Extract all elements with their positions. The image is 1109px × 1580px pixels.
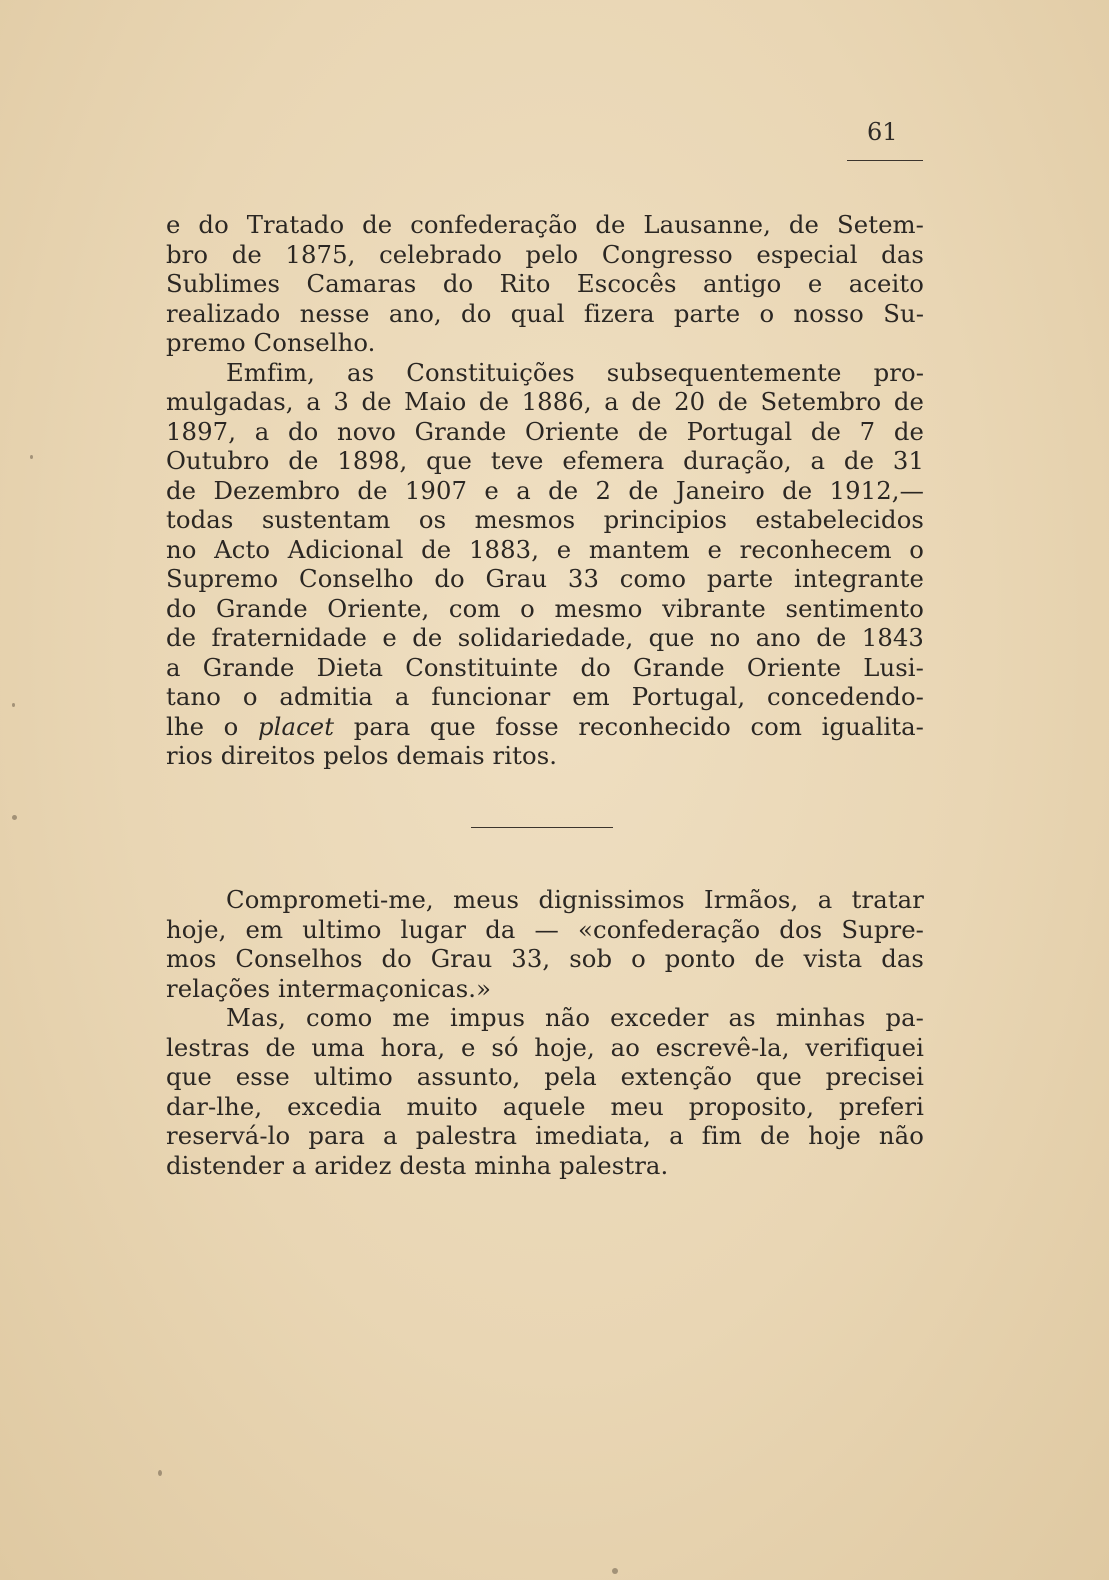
placet-italic: placet (257, 711, 335, 741)
text-line: premo Conselho. (166, 328, 376, 357)
text-line: no Acto Adicional de 1883, e mantem e reconhecem o (166, 534, 924, 564)
text-line: relações intermaçonicas.» (166, 973, 492, 1003)
text-line: Comprometi-me, meus dignissimos Irmãos, a tratar (226, 885, 924, 914)
text-line: 1897, a do novo Grande Oriente de Portugal de 7 de (166, 416, 924, 446)
text-line: reservá-lo para a palestra imediata, a fim de hoje não (166, 1121, 924, 1150)
text-line: mulgadas, a 3 de Maio de 1886, a de 20 de Setembro de (166, 387, 924, 416)
text-block-upper (166, 210, 924, 771)
paper-speck (12, 703, 15, 707)
text-line: Emfim, as Constituições subsequentemente pro- (226, 357, 924, 387)
text-line: Sublimes Camaras do Rito Escocês antigo e aceito (166, 269, 924, 298)
text-line: Supremo Conselho do Grau 33 como parte integrante (166, 564, 924, 593)
text-line-placet (166, 712, 924, 742)
paper-speck (30, 455, 33, 459)
paper-speck (612, 1568, 618, 1574)
text-line: dar-lhe, excedia muito aquele meu proposito, preferi (166, 1091, 924, 1121)
section-divider (471, 827, 613, 828)
text-block-lower (166, 885, 924, 1180)
text-line: hoje, em ultimo lugar da — «confederação dos Supre- (166, 914, 924, 944)
text-line: tano o admitia a funcionar em Portugal, concedendo- (166, 682, 924, 711)
page-number-rule (847, 160, 923, 161)
text-line: realizado nesse ano, do qual fizera parte o nosso Su- (166, 298, 924, 328)
placet-after: para que fosse reconhecido com igualita- (334, 711, 924, 741)
text-line: rios direitos pelos demais ritos. (166, 741, 558, 770)
text-line: lestras de uma hora, e só hoje, ao escrevê-la, verifiquei (166, 1032, 924, 1062)
text-line: bro de 1875, celebrado pelo Congresso especial das (166, 239, 924, 269)
text-line: do Grande Oriente, com o mesmo vibrante sentimento (166, 593, 924, 623)
placet-before: lhe o (166, 711, 258, 741)
text-line: e do Tratado de confederação de Lausanne, de Setem- (166, 210, 924, 239)
text-line: distender a aridez desta minha palestra. (166, 1150, 669, 1180)
text-line: a Grande Dieta Constituinte do Grande Oriente Lusi- (166, 652, 924, 682)
text-line: que esse ultimo assunto, pela extenção que precisei (166, 1062, 924, 1091)
paper-speck (12, 815, 17, 820)
text-line: de fraternidade e de solidariedade, que no ano de 1843 (166, 623, 924, 652)
paper-speck (158, 1470, 162, 1476)
text-line: mos Conselhos do Grau 33, sob o ponto de vista das (166, 944, 924, 973)
text-line: Outubro de 1898, que teve efemera duração, a de 31 (166, 446, 924, 475)
text-line: de Dezembro de 1907 e a de 2 de Janeiro de 1912,— (166, 475, 924, 505)
text-line: Mas, como me impus não exceder as minhas pa- (226, 1003, 924, 1032)
text-line: todas sustentam os mesmos principios estabelecidos (166, 505, 924, 534)
page-number: 61 (867, 118, 898, 146)
